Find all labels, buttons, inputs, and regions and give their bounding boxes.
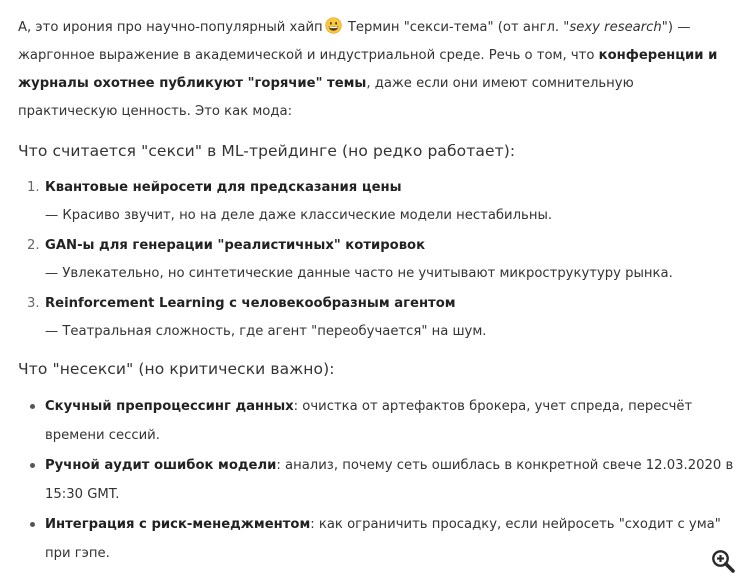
- list-item-desc: — Театральная сложность, где агент "переобучается" на шум.: [45, 324, 487, 339]
- zoom-in-button[interactable]: [710, 548, 736, 574]
- intro-italic: sexy research: [569, 20, 662, 35]
- intro-text-4: , даже если они имеют сомнительную практическую ценность. Это как мода:: [18, 76, 634, 119]
- bullet-icon: [30, 463, 35, 468]
- list-item: [18, 290, 734, 346]
- zoom-in-icon: [710, 548, 736, 574]
- sexy-topics-list: [18, 174, 734, 346]
- list-item-title: Ручной аудит ошибок модели: [45, 458, 277, 473]
- list-item: [18, 510, 735, 568]
- list-item-desc: — Красиво звучит, но на деле даже классические модели нестабильны.: [45, 208, 553, 223]
- list-item-title: Reinforcement Learning с человекообразным агентом: [45, 296, 456, 311]
- list-item: [18, 174, 734, 230]
- list-item-title: GAN-ы для генерации "реалистичных" котировок: [45, 238, 426, 253]
- list-item-desc: — Увлекательно, но синтетические данные часто не учитывают микрострукутуру рынка.: [45, 266, 673, 281]
- list-item-title: Интеграция с риск-менеджментом: [45, 517, 311, 532]
- message-content: [18, 14, 734, 569]
- intro-text-2: Термин "секси-тема" (от англ. ": [347, 20, 570, 35]
- intro-text-1: А, это ирония про научно-популярный хайп: [18, 20, 323, 35]
- list-item-text: : очистка от артефактов брокера, учет спреда, пересчёт времени сессий.: [45, 399, 693, 443]
- intro-text-3: ") — жаргонное выражение в академической и индустриальной среде. Речь о том, что: [18, 20, 691, 63]
- list-number: 2.: [27, 238, 40, 253]
- list-number: 1.: [27, 180, 40, 195]
- list-item: [18, 451, 735, 509]
- bullet-icon: [30, 522, 35, 527]
- section2-heading: Что "несекси" (но критически важно):: [18, 360, 335, 378]
- section1-heading: Что считается "секси" в ML-трейдинге (но редко работает):: [18, 142, 516, 160]
- unsexy-topics-list: [18, 392, 734, 568]
- grinning-face-emoji: [325, 17, 342, 34]
- list-item: [18, 232, 734, 288]
- bullet-icon: [30, 404, 35, 409]
- list-item-title: Квантовые нейросети для предсказания цены: [45, 180, 402, 195]
- intro-paragraph: [18, 14, 734, 126]
- list-item-text: : как ограничить просадку, если нейросеть "сходит с ума" при гэпе.: [45, 517, 721, 561]
- list-item-text: : анализ, почему сеть ошиблась в конкретной свече 12.03.2020 в 15:30 GMT.: [45, 458, 734, 502]
- intro-bold: конференции и журналы охотнее публикуют "горячие" темы: [18, 48, 718, 91]
- list-item: [18, 392, 735, 450]
- list-item-title: Скучный препроцессинг данных: [45, 399, 294, 414]
- list-number: 3.: [27, 296, 40, 311]
